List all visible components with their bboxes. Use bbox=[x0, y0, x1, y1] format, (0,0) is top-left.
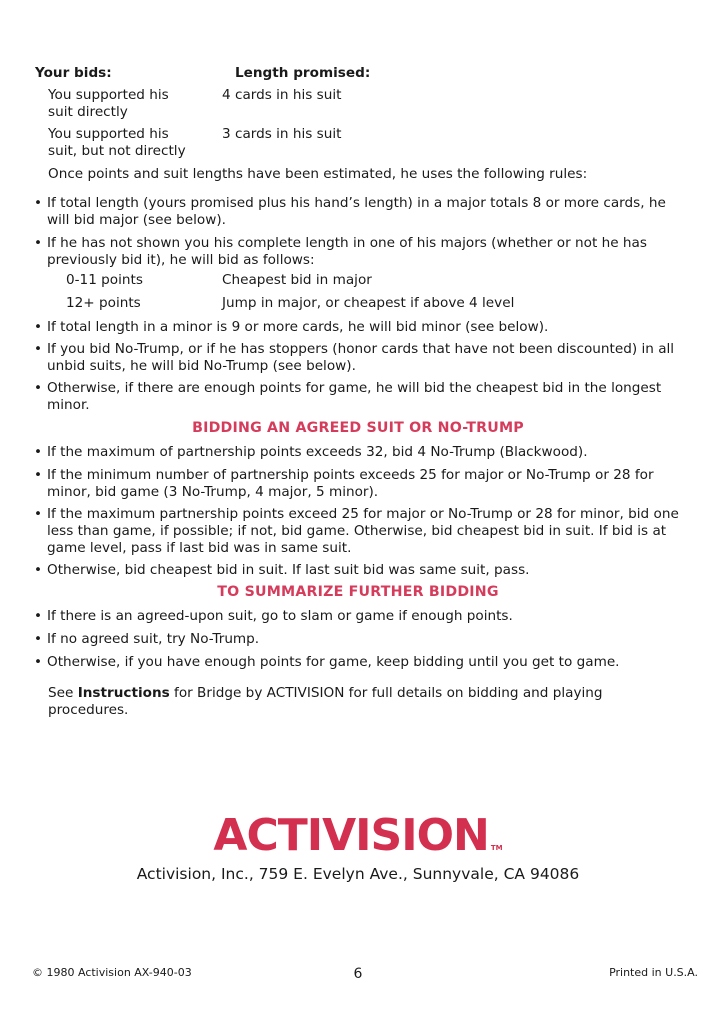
summary-keep-bidding: Otherwise, if you have enough points for game, keep bidding until you get to game. bbox=[47, 654, 620, 670]
rule-one-less-than-game: If the maximum partnership points exceed 25 for major or No-Trump or 28 for minor, bid one less than game, if possible; if not, bid game. Otherwise, bid cheapest bid in suit. If bid is at game level, pass if last bid was in same suit. bbox=[47, 506, 679, 556]
bid-row-2-length: 3 cards in his suit bbox=[222, 126, 342, 142]
logo-text: ACTIVISION bbox=[213, 810, 489, 861]
rule-complete-length: If he has not shown you his complete length in one of his majors (whether or not he has previously bid it), he will bid as follows: bbox=[47, 235, 647, 268]
section-heading-agreed-suit: BIDDING AN AGREED SUIT OR NO-TRUMP bbox=[192, 420, 524, 436]
rule-cheapest-bid: Otherwise, bid cheapest bid in suit. If last suit bid was same suit, pass. bbox=[47, 562, 530, 578]
length-promised-label: Length promised: bbox=[235, 65, 371, 81]
bullet-mark: • bbox=[34, 562, 43, 578]
rule-bid-game: If the minimum number of partnership points exceeds 25 for major or No-Trump or 28 for minor, bid game (3 No-Trump, 4 major, 5 minor). bbox=[47, 467, 654, 500]
summary-no-trump: If no agreed suit, try No-Trump. bbox=[47, 631, 260, 647]
bullet-mark: • bbox=[34, 319, 43, 335]
rule-no-trump: If you bid No-Trump, or if he has stoppers (honor cards that have not been discounted) in all unbid suits, he will bid No-Trump (see below). bbox=[47, 341, 675, 374]
intro-text: Once points and suit lengths have been estimated, he uses the following rules: bbox=[48, 166, 588, 182]
bullet-mark: • bbox=[34, 235, 43, 251]
trademark-mark: TM bbox=[490, 844, 503, 852]
bullet-mark: • bbox=[34, 506, 43, 522]
rule-minor-length: If total length in a minor is 9 or more cards, he will bid minor (see below). bbox=[47, 319, 549, 335]
your-bids-label: Your bids: bbox=[35, 65, 112, 81]
bullet-mark: • bbox=[34, 380, 43, 396]
bid-row-1-line-1: You supported his bbox=[48, 87, 169, 103]
see-suffix: for Bridge by ACTIVISION for full details on bidding and playing procedures. bbox=[48, 685, 603, 718]
bid-row-1-line-2: suit directly bbox=[48, 104, 128, 120]
see-instructions-paragraph bbox=[48, 685, 678, 719]
points-row-2-action: Jump in major, or cheapest if above 4 level bbox=[222, 295, 515, 311]
rule-major-total: If total length (yours promised plus his hand’s length) in a major totals 8 or more cards, he will bid major (see below). bbox=[47, 195, 666, 228]
bullet-mark: • bbox=[34, 444, 43, 460]
section-heading-summarize: TO SUMMARIZE FURTHER BIDDING bbox=[217, 584, 499, 600]
bid-row-1-length: 4 cards in his suit bbox=[222, 87, 342, 103]
bullet-mark: • bbox=[34, 341, 43, 357]
points-row-1-action: Cheapest bid in major bbox=[222, 272, 372, 288]
bid-row-2-line-1: You supported his bbox=[48, 126, 169, 142]
bid-row-2-line-2: suit, but not directly bbox=[48, 143, 186, 159]
bullet-mark: • bbox=[34, 631, 43, 647]
rule-longest-minor: Otherwise, if there are enough points for game, he will bid the cheapest bid in the longest minor. bbox=[47, 380, 662, 413]
bullet-mark: • bbox=[34, 195, 43, 211]
bullet-mark: • bbox=[34, 467, 43, 483]
bullet-mark: • bbox=[34, 654, 43, 670]
copyright-notice: © 1980 Activision AX-940-03 bbox=[32, 966, 192, 979]
points-row-2-points: 12+ points bbox=[66, 295, 141, 311]
printed-in-notice: Printed in U.S.A. bbox=[609, 966, 698, 979]
bullet-mark: • bbox=[34, 608, 43, 624]
see-prefix: See bbox=[48, 685, 78, 701]
instructions-bold: Instructions bbox=[77, 685, 170, 701]
points-row-1-points: 0-11 points bbox=[66, 272, 143, 288]
summary-agreed-suit: If there is an agreed-upon suit, go to slam or game if enough points. bbox=[47, 608, 513, 624]
rule-blackwood: If the maximum of partnership points exceeds 32, bid 4 No-Trump (Blackwood). bbox=[47, 444, 588, 460]
page-number: 6 bbox=[353, 966, 363, 982]
company-address: Activision, Inc., 759 E. Evelyn Ave., Sunnyvale, CA 94086 bbox=[136, 865, 580, 883]
